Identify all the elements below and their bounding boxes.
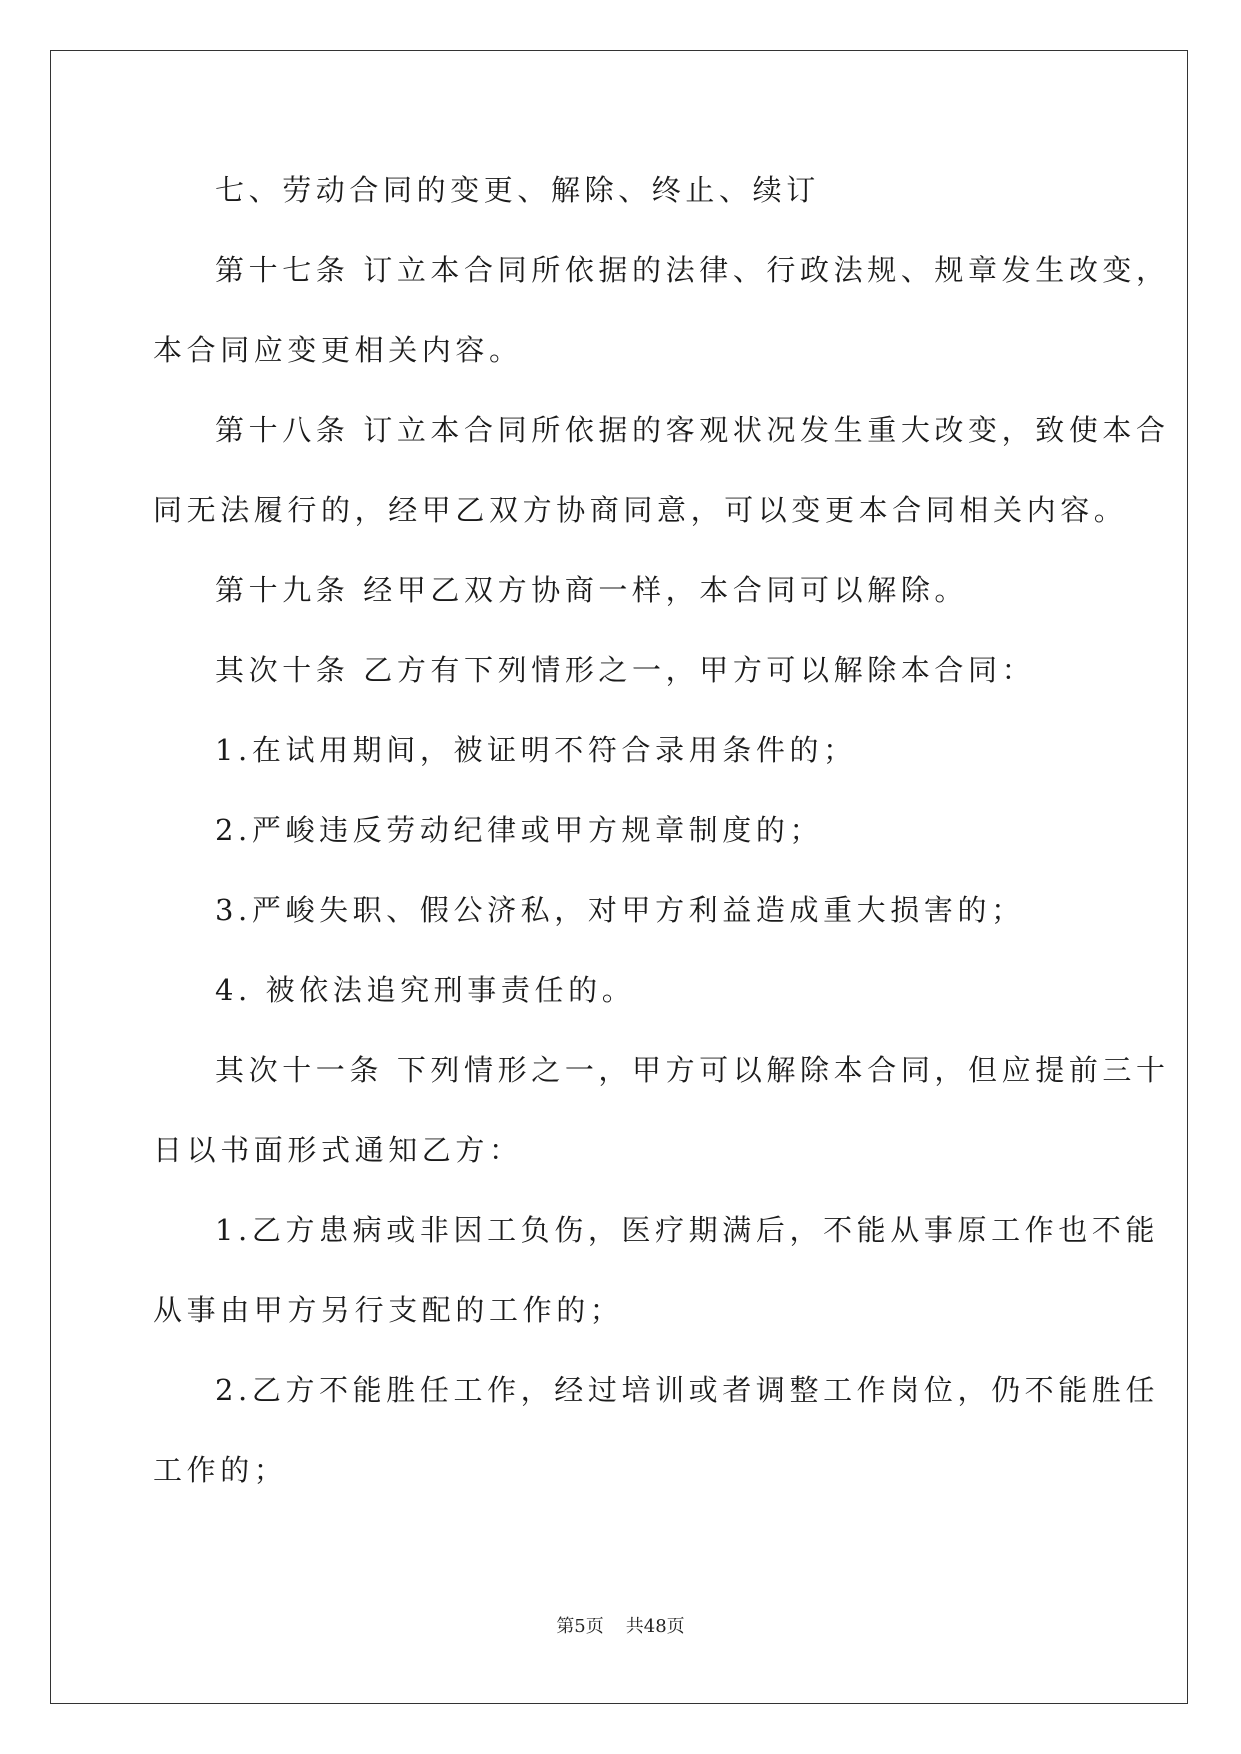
page-total: 共48页 (625, 1616, 685, 1637)
paragraph-line: 第十八条 订立本合同所依据的客观状况发生重大改变，致使本合 (215, 413, 1170, 447)
page-footer (0, 1612, 1241, 1638)
list-item: 1.乙方患病或非因工负伤，医疗期满后，不能从事原工作也不能 (215, 1213, 1160, 1247)
list-item: 3.严峻失职、假公济私，对甲方利益造成重大损害的； (215, 893, 1025, 927)
paragraph-line: 其次十一条 下列情形之一，甲方可以解除本合同，但应提前三十 (215, 1053, 1170, 1087)
document-body (153, 160, 1170, 1520)
page-number: 第5页 (556, 1616, 604, 1637)
paragraph-line: 其次十条 乙方有下列情形之一，甲方可以解除本合同： (215, 653, 1036, 687)
list-item: 2.严峻违反劳动纪律或甲方规章制度的； (215, 813, 824, 847)
paragraph-line: 日以书面形式通知乙方： (153, 1133, 523, 1167)
list-item: 工作的； (153, 1453, 288, 1487)
section-heading: 七、劳动合同的变更、解除、终止、续订 (215, 173, 820, 207)
paragraph-line: 同无法履行的，经甲乙双方协商同意，可以变更本合同相关内容。 (153, 493, 1128, 527)
paragraph-line: 第十七条 订立本合同所依据的法律、行政法规、规章发生改变， (215, 253, 1170, 287)
paragraph-line: 本合同应变更相关内容。 (153, 333, 523, 367)
paragraph-line: 第十九条 经甲乙双方协商一样，本合同可以解除。 (215, 573, 969, 607)
list-item: 1.在试用期间，被证明不符合录用条件的； (215, 733, 857, 767)
list-item: 从事由甲方另行支配的工作的； (153, 1293, 624, 1327)
list-item: 4. 被依法追究刑事责任的。 (215, 973, 636, 1007)
list-item: 2.乙方不能胜任工作，经过培训或者调整工作岗位，仍不能胜任 (215, 1373, 1160, 1407)
